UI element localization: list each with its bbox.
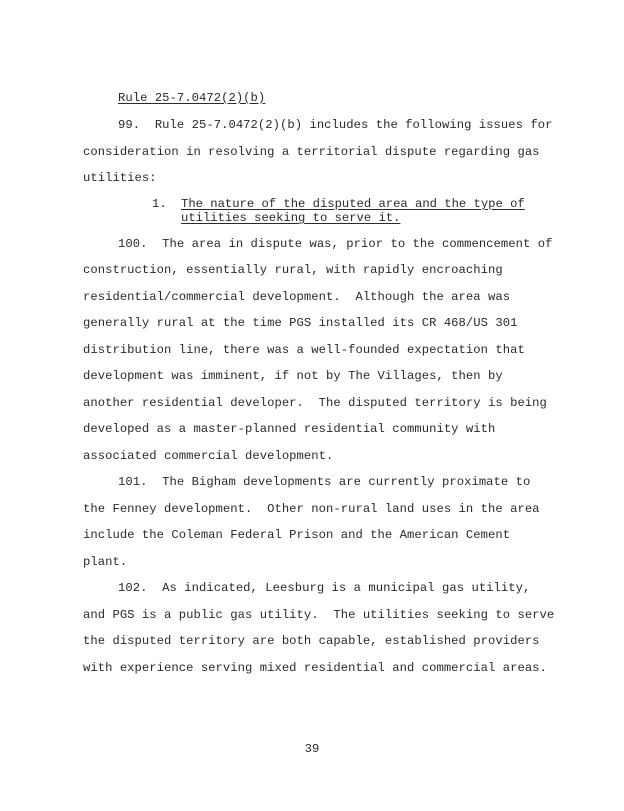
- paragraph-99-line: 99. Rule 25-7.0472(2)(b) includes the following issues for: [118, 118, 553, 132]
- paragraph-101-line: include the Coleman Federal Prison and the American Cement: [83, 528, 511, 542]
- paragraph-102-line: 102. As indicated, Leesburg is a municipal gas utility,: [118, 581, 531, 595]
- paragraph-99-line: consideration in resolving a territorial dispute regarding gas: [83, 145, 540, 159]
- paragraph-102-line: and PGS is a public gas utility. The utilities seeking to serve: [83, 608, 555, 622]
- paragraph-100-line: residential/commercial development. Although the area was: [83, 290, 511, 304]
- paragraph-102-line: with experience serving mixed residential and commercial areas.: [83, 661, 547, 675]
- paragraph-102-line: the disputed territory are both capable, established providers: [83, 634, 540, 648]
- paragraph-100-line: another residential developer. The disputed territory is being: [83, 396, 547, 410]
- paragraph-100-line: 100. The area in dispute was, prior to the commencement of: [118, 237, 553, 251]
- section-heading: Rule 25-7.0472(2)(b): [118, 91, 266, 105]
- paragraph-100-line: distribution line, there was a well-founded expectation that: [83, 343, 525, 357]
- paragraph-101-line: the Fenney development. Other non-rural land uses in the area: [83, 502, 540, 516]
- paragraph-100-line: developed as a master-planned residential community with: [83, 422, 496, 436]
- paragraph-101-line: plant.: [83, 555, 128, 569]
- paragraph-100-line: generally rural at the time PGS installed its CR 468/US 301: [83, 316, 518, 330]
- paragraph-101-line: 101. The Bigham developments are currently proximate to: [118, 475, 531, 489]
- paragraph-100-line: development was imminent, if not by The Villages, then by: [83, 369, 503, 383]
- page-number: 39: [304, 742, 320, 756]
- list-item-number: 1.: [152, 197, 167, 211]
- list-item-text-line: The nature of the disputed area and the type of: [181, 197, 525, 211]
- paragraph-99-line: utilities:: [83, 171, 157, 185]
- paragraph-100-line: associated commercial development.: [83, 449, 334, 463]
- list-item-text-line: utilities seeking to serve it.: [181, 211, 401, 225]
- paragraph-100-line: construction, essentially rural, with rapidly encroaching: [83, 263, 503, 277]
